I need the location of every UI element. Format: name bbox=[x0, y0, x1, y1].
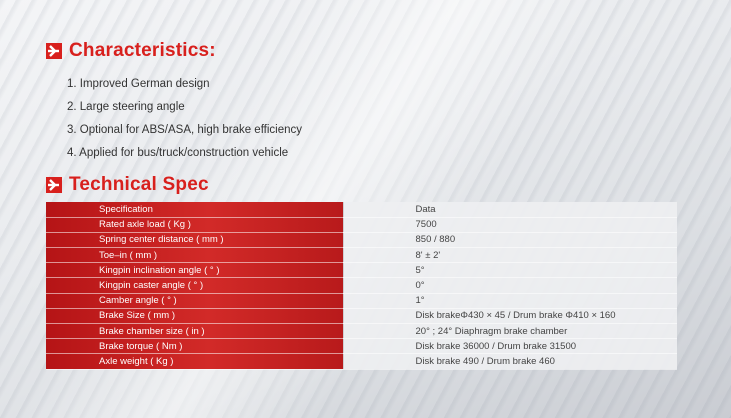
table-row bbox=[46, 263, 677, 278]
table-row bbox=[46, 324, 677, 339]
table-row bbox=[46, 217, 677, 232]
table-row bbox=[46, 293, 677, 308]
red-arrow-icon bbox=[46, 43, 62, 59]
spec-value: Disk brakeΦ430 × 45 / Drum brake Φ410 × 160 bbox=[343, 308, 677, 323]
spec-value: 850 / 880 bbox=[343, 232, 677, 247]
spec-value: Data bbox=[343, 202, 677, 217]
spec-label: Spring center distance ( mm ) bbox=[46, 232, 343, 247]
table-row bbox=[46, 232, 677, 247]
spec-value: 5° bbox=[343, 263, 677, 278]
spec-label: Brake Size ( mm ) bbox=[46, 308, 343, 323]
spec-label: Camber angle ( ° ) bbox=[46, 293, 343, 308]
spec-label: Kingpin inclination angle ( ° ) bbox=[46, 263, 343, 278]
technical-spec-title: Technical Spec bbox=[69, 174, 209, 195]
spec-label: Axle weight ( Kg ) bbox=[46, 354, 343, 369]
table-row bbox=[46, 248, 677, 263]
spec-label: Toe–in ( mm ) bbox=[46, 248, 343, 263]
spec-table bbox=[46, 202, 677, 370]
list-item: 3. Optional for ABS/ASA, high brake efficiency bbox=[67, 124, 303, 136]
spec-value: 8' ± 2' bbox=[343, 248, 677, 263]
spec-label: Brake torque ( Nm ) bbox=[46, 339, 343, 354]
table-row bbox=[46, 202, 677, 217]
spec-value: 7500 bbox=[343, 217, 677, 232]
characteristics-header bbox=[46, 40, 216, 62]
spec-value: 1° bbox=[343, 293, 677, 308]
list-item: 1. Improved German design bbox=[67, 78, 210, 90]
table-row bbox=[46, 278, 677, 293]
table-row bbox=[46, 339, 677, 354]
table-row bbox=[46, 354, 677, 369]
spec-label: Specification bbox=[46, 202, 343, 217]
characteristics-list bbox=[67, 76, 302, 168]
red-arrow-icon bbox=[46, 177, 62, 193]
characteristics-title: Characteristics: bbox=[69, 40, 216, 61]
technical-spec-header bbox=[46, 174, 209, 196]
spec-label: Kingpin caster angle ( ° ) bbox=[46, 278, 343, 293]
table-row bbox=[46, 308, 677, 323]
spec-label: Rated axle load ( Kg ) bbox=[46, 217, 343, 232]
spec-value: 20° ; 24° Diaphragm brake chamber bbox=[343, 324, 677, 339]
spec-value: 0° bbox=[343, 278, 677, 293]
spec-label: Brake chamber size ( in ) bbox=[46, 324, 343, 339]
spec-value: Disk brake 36000 / Drum brake 31500 bbox=[343, 339, 677, 354]
list-item: 2. Large steering angle bbox=[67, 101, 185, 113]
list-item: 4. Applied for bus/truck/construction vehicle bbox=[67, 147, 289, 159]
spec-value: Disk brake 490 / Drum brake 460 bbox=[343, 354, 677, 369]
